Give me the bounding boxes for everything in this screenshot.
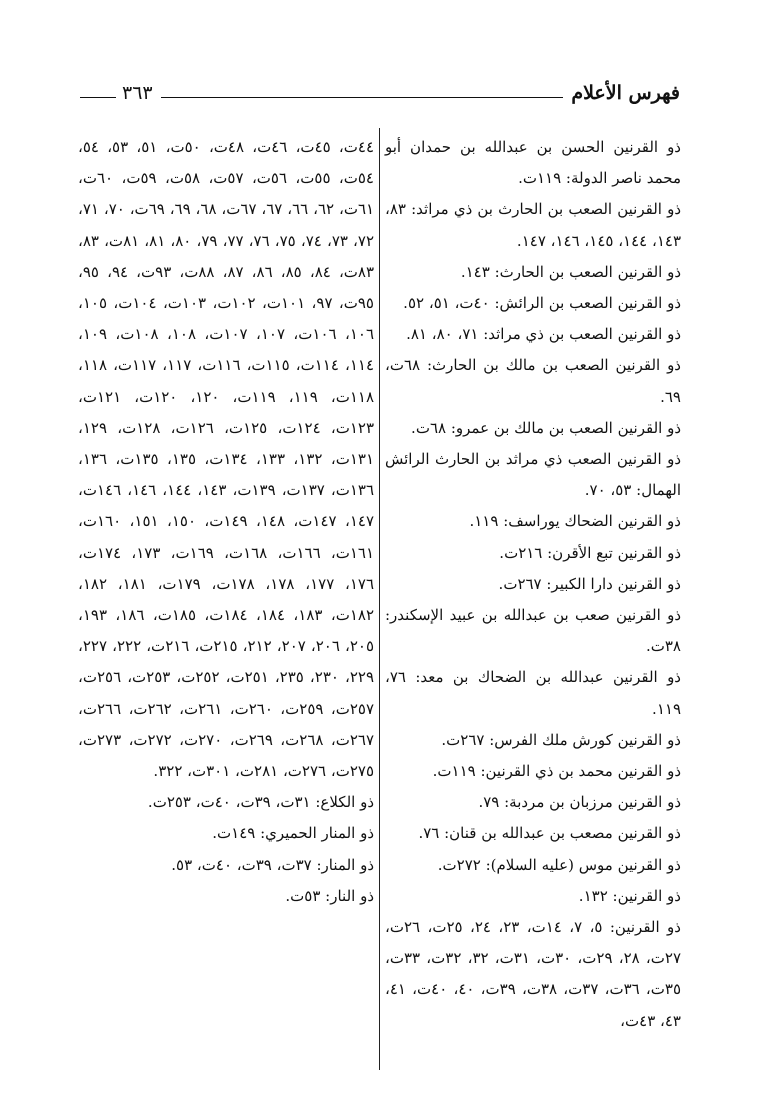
page-header xyxy=(80,78,680,108)
index-entry: ذو القرنين الصعب بن الرائش: ٤٠ت، ٥١، ٥٢. xyxy=(403,294,681,313)
index-entry: ذو القرنين صعب بن عبدالله بن عبيد الإسكندر: ٣٨ت. xyxy=(385,606,681,656)
index-column-left xyxy=(78,132,374,912)
index-entry: ذو القرنين: ٥، ٧، ١٤ت، ٢٣، ٢٤، ٢٥ت، ٢٦ت، ٢٧ت، ٢٨، ٢٩ت، ٣٠ت، ٣١ت، ٣٢، ٣٢ت، ٣٣ت، ٣٥ت، ٣٦ت، ٣٧ت، ٣٨ت، ٣٩ت، ٤٠، ٤٠ت، ٤١، ٤٣، ٤٣ت، xyxy=(385,918,682,1030)
index-entry: ذو الكلاع: ٣١ت، ٣٩ت، ٤٠ت، ٢٥٣ت. xyxy=(147,793,374,812)
index-entry: ذو القرنين كورش ملك الفرس: ٢٦٧ت. xyxy=(441,730,681,749)
index-entry: ذو القرنين محمد بن ذي القرنين: ١١٩ت. xyxy=(432,762,681,781)
index-entry: ذو القرنين الصعب بن مالك بن عمرو: ٦٨ت. xyxy=(411,418,681,437)
index-entry: ذو النار: ٥٣ت. xyxy=(285,886,374,905)
index-column-right xyxy=(385,132,681,1037)
index-entry: ذو القرنين الصعب بن ذي مراثد: ٧١، ٨٠، ٨١. xyxy=(406,325,681,344)
index-entry: ذو القرنين موس (عليه السلام): ٢٧٢ت. xyxy=(437,855,681,874)
index-entry: ذو القرنين الصعب بن الحارث: ١٤٣. xyxy=(460,262,681,281)
index-entry: ذو القرنين الصعب بن الحارث بن ذي مراثد: ٨٣، ١٤٣، ١٤٤، ١٤٥، ١٤٦، ١٤٧. xyxy=(385,200,681,250)
index-entry: ذو القرنين دارا الكبير: ٢٦٧ت. xyxy=(498,574,681,593)
index-entry: ذو القرنين: ١٣٢. xyxy=(578,886,681,905)
index-entry: ذو المنار: ٣٧ت، ٣٩ت، ٤٠ت، ٥٣. xyxy=(171,855,374,874)
index-entry-continuation: ٤٤ت، ٤٥ت، ٤٦ت، ٤٨ت، ٥٠ت، ٥١، ٥٣، ٥٤، ٥٤ت، ٥٥ت، ٥٦ت، ٥٧ت، ٥٨ت، ٥٩ت، ٦٠ت، ٦١ت، ٦٢، ٦٦، ٦٧، ٦٧ت، ٦٨، ٦٩، ٦٩ت، ٧٠، ٧١، ٧٢، ٧٣، ٧٤، ٧٥، ٧٦، ٧٧، ٧٩، ٨٠، ٨١، ٨١ت، ٨٣، ٨٣ت، ٨٤، ٨٥، ٨٦، ٨٧، ٨٨ت، ٩٣ت، ٩٤، ٩٥، ٩٥ت، ٩٧، ١٠١ت، ١٠٢ت، ١٠٣ت، ١٠٤ت، ١٠٥، ١٠٦، ١٠٦ت، ١٠٧، ١٠٧ت، ١٠٨، ١٠٨ت، ١٠٩، ١١٤، ١١٤ت، ١١٥ت، ١١٦ت، ١١٧، ١١٧ت، ١١٨، ١١٨ت، ١١٩، ١١٩ت، ١٢٠، ١٢٠ت، ١٢١ت، ١٢٣ت، ١٢٤ت، ١٢٥ت، ١٢٦ت، ١٢٨ت، ١٢٩، ١٣١ت، ١٣٢، ١٣٣، ١٣٤ت، ١٣٥، ١٣٥ت، ١٣٦، ١٣٦ت، ١٣٧ت، ١٣٩ت، ١٤٣، ١٤٤، ١٤٦، ١٤٦ت، ١٤٧، ١٤٧ت، ١٤٨، ١٤٩ت، ١٥٠، ١٥١، ١٦٠ت، ١٦١ت، ١٦٦ت، ١٦٨ت، ١٦٩ت، ١٧٣، ١٧٤ت، ١٧٦، ١٧٧، ١٧٨، ١٧٨ت، ١٧٩ت، ١٨١، ١٨٢، ١٨٢ت، ١٨٣، ١٨٤، ١٨٤ت، ١٨٥ت، ١٨٦، ١٩٣، ٢٠٥، ٢٠٦، ٢٠٧، ٢١٢، ٢١٥ت، ٢١٦ت، ٢٢٢، ٢٢٧، ٢٢٩، ٢٣٠، ٢٣٥، ٢٥١ت، ٢٥٢ت، ٢٥٣ت، ٢٥٦ت، ٢٥٧ت، ٢٥٩ت، ٢٦٠ت، ٢٦١ت، ٢٦٢ت، ٢٦٦ت، ٢٦٧ت، ٢٦٨ت، ٢٦٩ت، ٢٧٠ت، ٢٧٢ت، ٢٧٣ت، ٢٧٥ت، ٢٧٦ت، ٢٨١ت، ٣٠١ت، ٣٢٢. xyxy=(78,138,375,781)
index-entry: ذو القرنين الضحاك يوراسف: ١١٩. xyxy=(469,512,681,531)
column-divider xyxy=(379,128,380,1070)
index-entry: ذو المنار الحميري: ١٤٩ت. xyxy=(212,824,374,843)
index-entry: ذو القرنين تبع الأقرن: ٢١٦ت. xyxy=(499,543,681,562)
header-dash xyxy=(80,97,116,98)
index-entry: ذو القرنين الصعب ذي مراثد بن الحارث الرائش الهمال: ٥٣، ٧٠. xyxy=(385,450,681,500)
page-number: ٣٦٣ xyxy=(122,82,153,104)
index-entry: ذو القرنين الصعب بن مالك بن الحارث: ٦٨ت، ٦٩. xyxy=(385,356,681,406)
index-entry: ذو القرنين مرزبان بن مردبة: ٧٩. xyxy=(478,793,681,812)
index-entry: ذو القرنين عبدالله بن الضحاك بن معد: ٧٦، ١١٩. xyxy=(385,668,681,718)
running-title: فهرس الأعلام xyxy=(571,82,680,104)
index-entry: ذو القرنين الحسن بن عبدالله بن حمدان أبو محمد ناصر الدولة: ١١٩ت. xyxy=(385,138,681,188)
index-entry: ذو القرنين مصعب بن عبدالله بن قنان: ٧٦. xyxy=(418,824,681,843)
header-rule xyxy=(161,97,564,98)
